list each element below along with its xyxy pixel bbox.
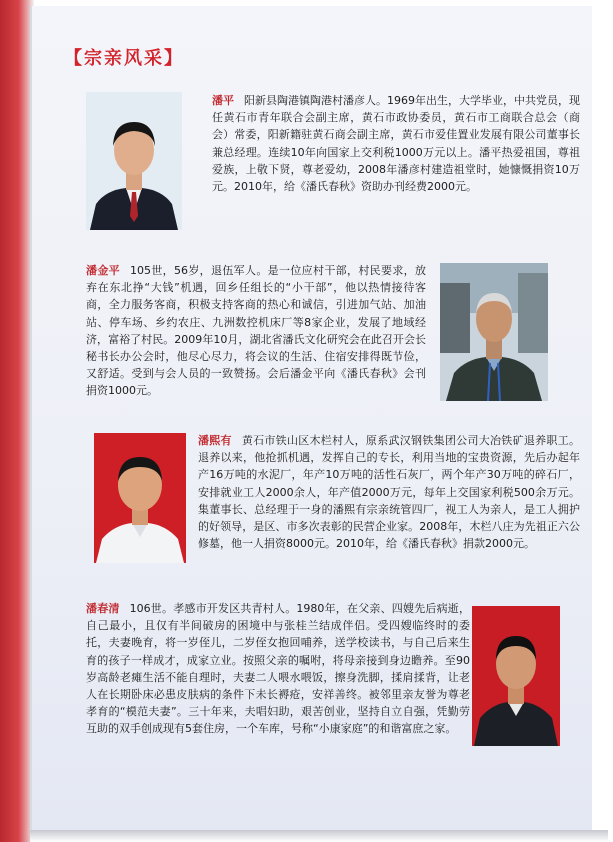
profile-text: 105世，56岁，退伍军人。是一位应村干部，村民要求，放弃在东北挣“大钱”机遇，回乡任组长的“小干部”，他以热情接待客商，全力服务客商，积极支持客商的热心和诚信，引进加气站、加油站、停车场、乡约农庄、九洲数控机床厂等8家企业，发展了地域经济，富裕了村民。2009年10月，湖北省潘氏文化研究会在此召开会长秘书长办公会时，他尽心尽力，将会议的生活、住宿安排得既节俭，又舒适。受到与会人员的一致赞扬。会后潘金平向《潘氏春秋》会刊捐资1000元。	[86, 264, 426, 398]
portrait-dark-jacket-red-bg-icon	[472, 606, 560, 746]
photo-pan-jinping	[440, 263, 548, 401]
profile-bio-1	[212, 92, 580, 234]
profile-name: 潘熙有	[198, 434, 232, 447]
profile-name: 潘平	[212, 94, 234, 107]
page-shadow	[30, 830, 608, 842]
profile-bio-2	[86, 262, 426, 404]
profile-text: 阳新县陶港镇陶港村潘彦人。1969年出生，大学毕业，中共党员，现任黄石市青年联合会副主席，黄石市政协委员，黄石市工商联合总会（商会）常委，阳新籍驻黄石商会副主席，黄石市爱佳置业发展有限公司董事长兼总经理。连续10年向国家上交利税1000万元以上。潘平热爱祖国，尊祖爱族，上敬下贤，尊老爱幼，2008年潘彦村建造祖堂时，她慷慨捐资10万元。2010年，给《潘氏春秋》资助办刊经费2000元。	[212, 94, 580, 194]
section-title: 【宗亲风采】	[64, 48, 184, 69]
book-spine	[0, 0, 34, 842]
profile-name: 潘春清	[86, 602, 120, 615]
profile-text: 黄石市铁山区木栏村人，原系武汉钢铁集团公司大冶铁矿退养职工。退养以来，他抢抓机遇，发挥自己的专长，利用当地的宝贵资源，先后办起年产16万吨的水泥厂，年产10万吨的活性石灰厂，两个年产30万吨的碎石厂，安排就业工人2000余人，年产值2000万元，每年上交国家利税500余万元。集董事长、总经理于一身的潘熙有宗亲统管四厂，视工人为亲人，是工人拥护的好领导，是区、市多次表彰的民营企业家。2008年，木栏八庄为先祖正六公修墓，他一人捐资8000元。2010年，给《潘氏春秋》捐款2000元。	[198, 434, 580, 551]
photo-pan-chunqing	[472, 606, 560, 746]
photo-pan-ping	[86, 92, 182, 230]
photo-pan-xiyou	[94, 433, 186, 563]
profile-bio-4	[86, 600, 470, 760]
portrait-suit-red-tie-icon	[86, 92, 182, 230]
profile-text: 106世。孝感市开发区共青村人。1980年，在父亲、四嫂先后病逝，自己最小，且仅有半间破房的困境中与张桂兰结成伴侣。受四嫂临终时的委托，夫妻晚育，将一岁侄儿，二岁侄女抱回哺养，送学校读书，与自己后来生育的孩子一样成才，成家立业。按照父亲的嘱咐，将母亲接到身边瞻养。至90岁高龄老瘫生活不能自理时，夫妻二人喂水喂饭，擦身洗脚，揉肩揉背，让老人在长期卧床必患皮肤病的条件下未长褥疮，安祥善终。被邻里亲友誉为尊老孝育的“模范夫妻”。三十年来，夫唱妇助，艰苦创业，坚持自立自强，凭勤劳互助的双手创成现有5套住房，一个车库，号称“小康家庭”的和谐富庶之家。	[86, 602, 470, 736]
profile-bio-3	[198, 432, 580, 574]
portrait-elderly-man-outdoors-icon	[440, 263, 548, 401]
profile-name: 潘金平	[86, 264, 120, 277]
portrait-white-shirt-red-bg-icon	[94, 433, 186, 563]
